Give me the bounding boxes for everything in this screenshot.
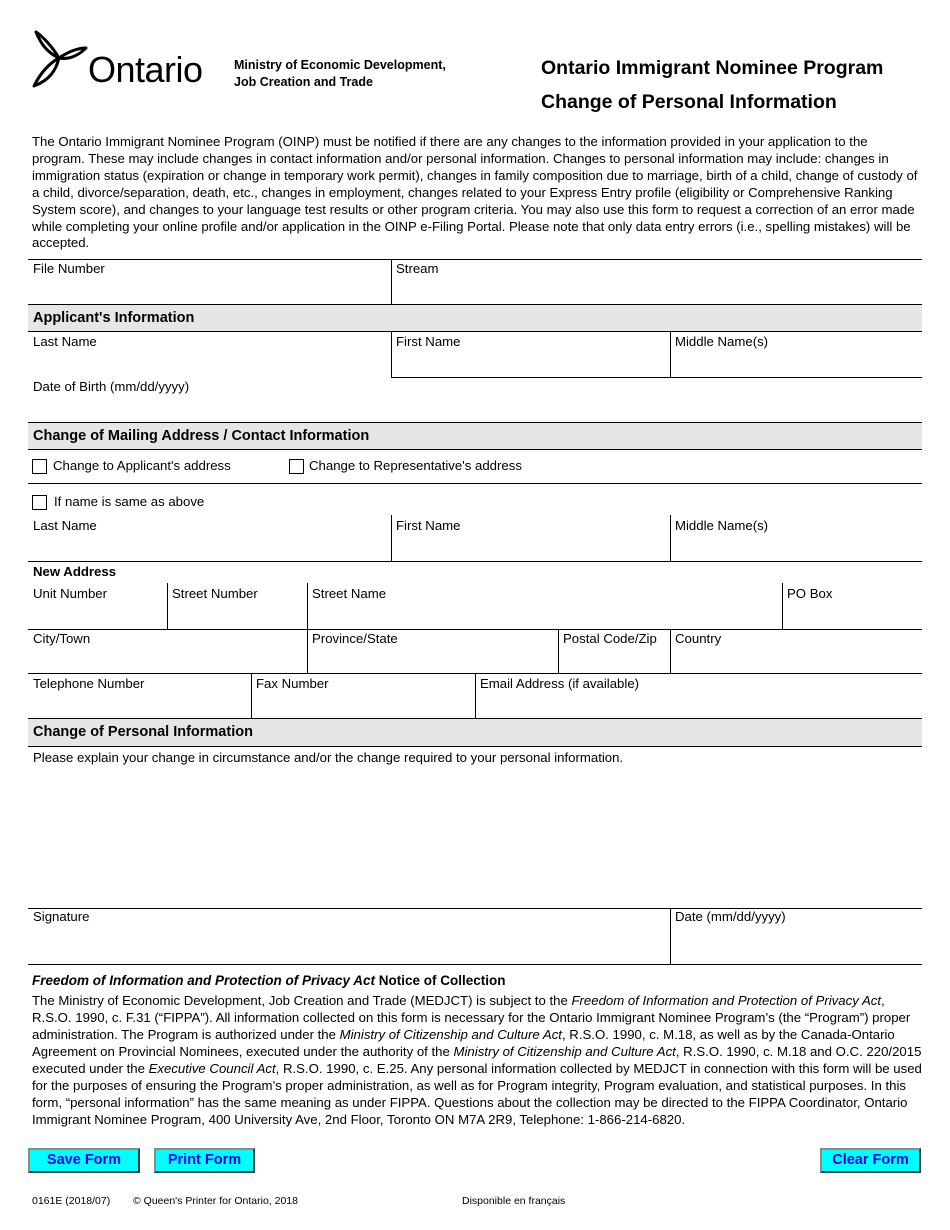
notice-text-2: , R.S.O. 1990, c. F.31 (“FIPPA”). All information collected on this form is necessary for the Ontario Immigrant Nominee Program’s (the “Program”) proper administration. The Program is authorized under the bbox=[32, 993, 911, 1042]
ontario-logo-text: Ontario bbox=[88, 49, 203, 90]
city-label: City/Town bbox=[33, 631, 91, 646]
stream-label: Stream bbox=[396, 261, 439, 276]
notice-text-1: The Ministry of Economic Development, Job Creation and Trade (MEDJCT) is subject to the bbox=[32, 993, 572, 1008]
street-number-label: Street Number bbox=[172, 586, 258, 601]
form-title: Change of Personal Information bbox=[541, 91, 837, 113]
postal-code-input[interactable] bbox=[560, 649, 667, 671]
mailing-middle-name-label: Middle Name(s) bbox=[675, 518, 769, 533]
notice-text-4: , R.S.O. 1990, c. M.18 and O.C. 220/2015 executed under the bbox=[32, 1044, 922, 1076]
province-label: Province/State bbox=[312, 631, 398, 646]
notice-italic-3: Ministry of Citizenship and Culture Act bbox=[453, 1044, 676, 1059]
mailing-middle-name-input[interactable] bbox=[672, 536, 920, 558]
country-input[interactable] bbox=[672, 649, 920, 671]
notice-italic-4: Executive Council Act bbox=[148, 1061, 276, 1076]
po-box-input[interactable] bbox=[784, 604, 920, 626]
applicant-last-name-label: Last Name bbox=[33, 334, 97, 349]
explain-label: Please explain your change in circumstance and/or the change required to your personal information. bbox=[33, 750, 624, 765]
same-name-checkbox[interactable] bbox=[32, 495, 47, 510]
country-label: Country bbox=[675, 631, 722, 646]
mailing-first-name-label: First Name bbox=[396, 518, 461, 533]
province-input[interactable] bbox=[309, 649, 555, 671]
file-number-input[interactable] bbox=[30, 279, 388, 301]
mailing-section-title: Change of Mailing Address / Contact Information bbox=[33, 428, 370, 444]
privacy-notice-heading bbox=[32, 973, 506, 988]
personal-section-title: Change of Personal Information bbox=[33, 724, 253, 740]
file-number-label: File Number bbox=[33, 261, 105, 276]
notice-text-3: , R.S.O. 1990, c. M.18, as well as by the Canada-Ontario Agreement on Provincial Nominees, executed under the authority of the bbox=[32, 1027, 895, 1059]
notice-italic-2: Ministry of Citizenship and Culture Act bbox=[339, 1027, 562, 1042]
fax-label: Fax Number bbox=[256, 676, 329, 691]
email-input[interactable] bbox=[477, 694, 920, 716]
form-id: 0161E (2018/07) bbox=[32, 1195, 111, 1207]
ontario-trillium-logo-icon bbox=[28, 28, 90, 90]
telephone-label: Telephone Number bbox=[33, 676, 145, 691]
mailing-last-name-input[interactable] bbox=[30, 536, 388, 558]
mailing-last-name-label: Last Name bbox=[33, 518, 97, 533]
french-availability: Disponible en français bbox=[462, 1195, 566, 1207]
applicant-middle-name-label: Middle Name(s) bbox=[675, 334, 769, 349]
mailing-first-name-input[interactable] bbox=[393, 536, 667, 558]
applicant-first-name-input[interactable] bbox=[393, 352, 667, 374]
ministry-name bbox=[234, 57, 446, 91]
fippa-act-title: Freedom of Information and Protection of Privacy Act bbox=[32, 973, 376, 988]
po-box-label: PO Box bbox=[787, 586, 833, 601]
applicant-address-checkbox[interactable] bbox=[32, 459, 47, 474]
mailing-section-header bbox=[28, 422, 922, 449]
street-number-input[interactable] bbox=[169, 604, 304, 626]
copyright: © Queen's Printer for Ontario, 2018 bbox=[133, 1195, 298, 1207]
stream-input[interactable] bbox=[393, 279, 919, 301]
representative-address-checkbox[interactable] bbox=[289, 459, 304, 474]
date-of-birth-label: Date of Birth (mm/dd/yyyy) bbox=[33, 379, 190, 394]
street-name-label: Street Name bbox=[312, 586, 387, 601]
signature-input[interactable] bbox=[30, 928, 667, 960]
ministry-line-2: Job Creation and Trade bbox=[234, 75, 373, 89]
applicant-first-name-label: First Name bbox=[396, 334, 461, 349]
city-input[interactable] bbox=[30, 649, 304, 671]
applicant-section-title: Applicant's Information bbox=[33, 310, 195, 326]
email-label: Email Address (if available) bbox=[480, 676, 640, 691]
notice-of-collection: Notice of Collection bbox=[375, 973, 506, 988]
clear-form-button[interactable]: Clear Form bbox=[820, 1148, 921, 1173]
telephone-input[interactable] bbox=[30, 694, 248, 716]
program-title: Ontario Immigrant Nominee Program bbox=[541, 57, 884, 79]
signature-label: Signature bbox=[33, 909, 90, 924]
print-form-button[interactable]: Print Form bbox=[154, 1148, 255, 1173]
fax-input[interactable] bbox=[253, 694, 472, 716]
unit-number-input[interactable] bbox=[30, 604, 164, 626]
street-name-input[interactable] bbox=[309, 604, 779, 626]
ministry-line-1: Ministry of Economic Development, bbox=[234, 58, 446, 72]
personal-section-header bbox=[28, 718, 922, 746]
applicant-section-header bbox=[28, 304, 922, 331]
representative-address-label: Change to Representative's address bbox=[309, 458, 522, 473]
signature-date-input[interactable] bbox=[672, 928, 920, 960]
applicant-last-name-input[interactable] bbox=[30, 352, 388, 374]
notice-text-5: , R.S.O. 1990, c. E.25. Any personal information collected by MEDJCT in connection with this form will be used for the purposes of ensuring the Program’s proper administration, as well as for Program integrity, Program evaluation, and statistical purposes. In this form, “personal information” has the same meaning as under FIPPA. Questions about the collection may be directed to the FIPPA Coordinator, Ontario Immigrant Nominee Program, 400 University Ave, 2nd Floor, Toronto ON M7A 2R9, Telephone: 1-866-214-6820. bbox=[32, 1061, 922, 1127]
privacy-notice-text bbox=[32, 992, 922, 1128]
new-address-subheading: New Address bbox=[33, 564, 117, 579]
same-name-label: If name is same as above bbox=[54, 494, 205, 509]
applicant-middle-name-input[interactable] bbox=[672, 352, 920, 374]
unit-number-label: Unit Number bbox=[33, 586, 108, 601]
applicant-address-label: Change to Applicant's address bbox=[53, 458, 231, 473]
explain-textarea[interactable] bbox=[30, 768, 920, 904]
date-of-birth-input[interactable] bbox=[30, 397, 390, 419]
save-form-button[interactable]: Save Form bbox=[28, 1148, 140, 1173]
notice-italic-1: Freedom of Information and Protection of Privacy Act bbox=[571, 993, 882, 1008]
postal-code-label: Postal Code/Zip bbox=[563, 631, 657, 646]
signature-date-label: Date (mm/dd/yyyy) bbox=[675, 909, 786, 924]
intro-paragraph: The Ontario Immigrant Nominee Program (OINP) must be notified if there are any changes to the information provided in your application to the program. These may include changes in contact information and/or personal information. Changes to personal information may include: changes in immigration status (expiration or change in temporary work permit), changes in family composition due to marriage, birth of a child, change of custody of a child, divorce/separation, death, etc., changes in employment, changes related to your Express Entry profile (eligibility or Comprehensive Ranking System score), and changes to your language test results or other program criteria. You may also use this form to request a correction of an error made while completing your online profile and/or application in the OINP e-Filing Portal. Please note that only data entry errors (i.e., spelling mistakes) will be accepted. bbox=[32, 134, 918, 251]
